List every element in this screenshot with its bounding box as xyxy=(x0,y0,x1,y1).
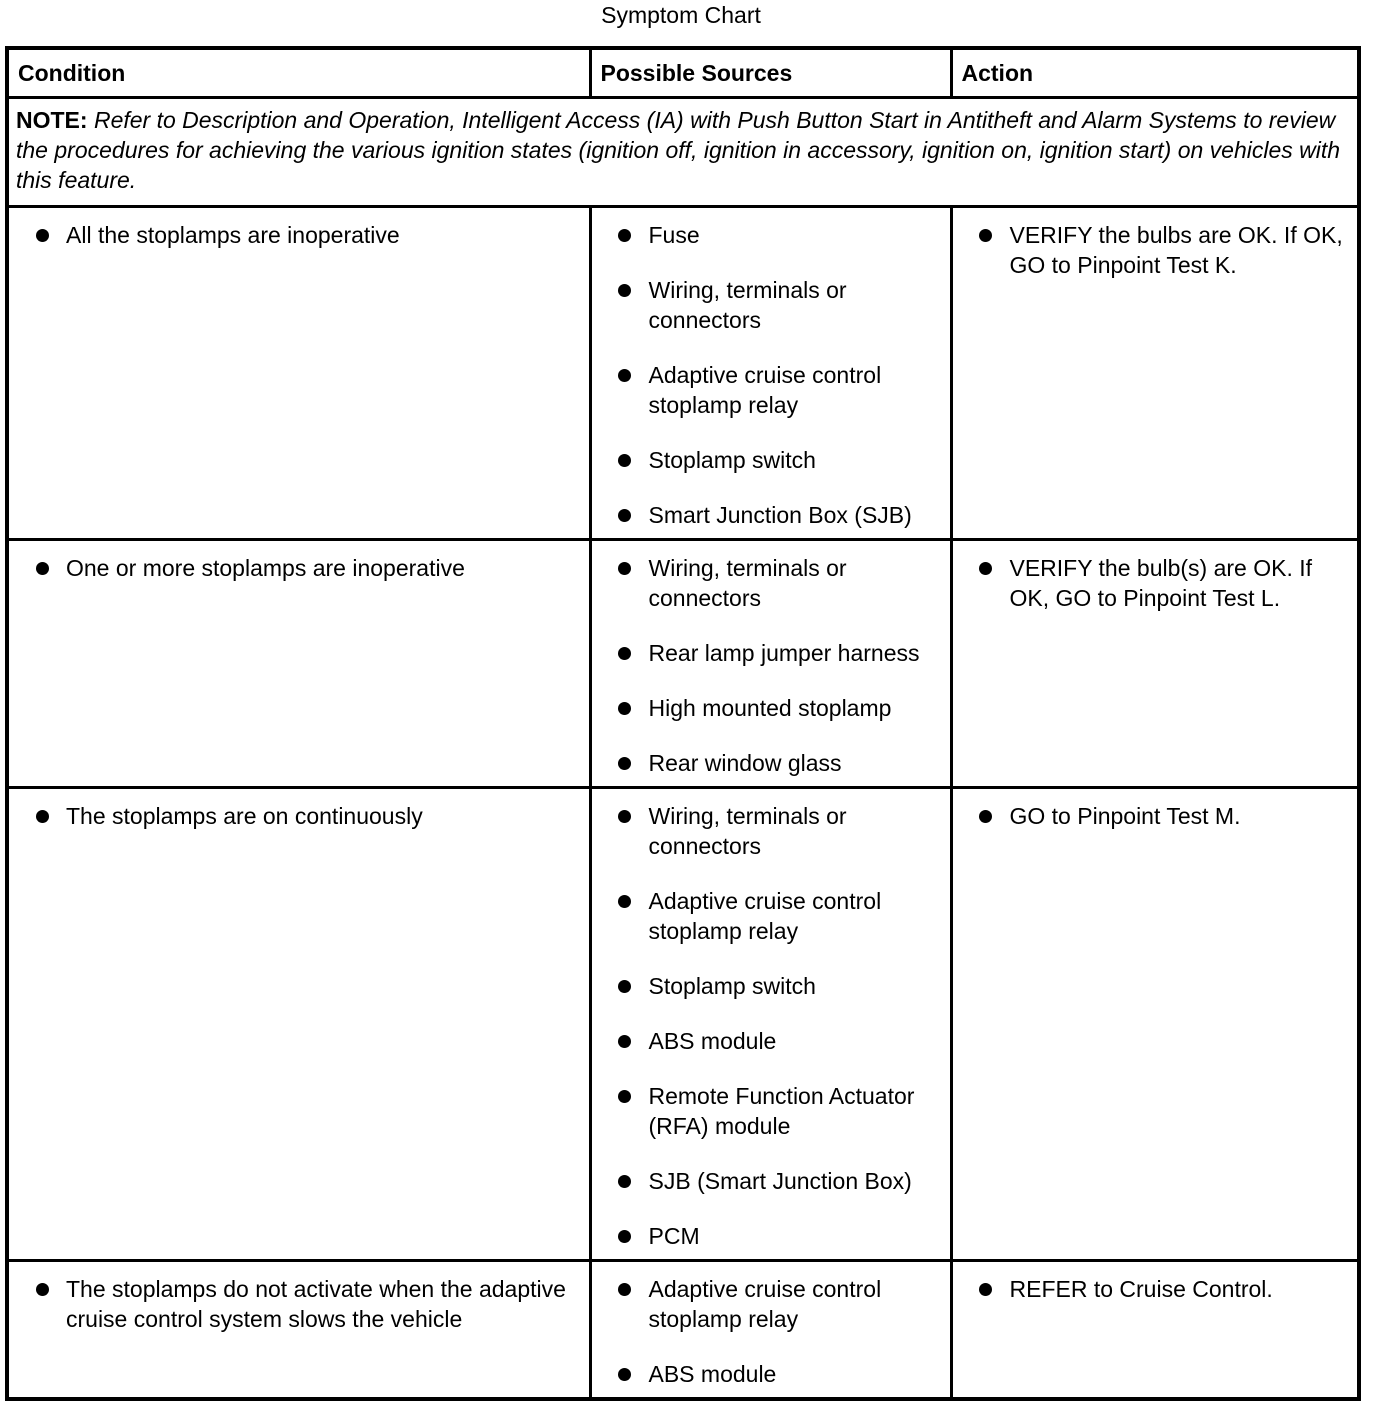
action-cell xyxy=(951,207,1359,540)
list-item-text: Remote Function Actuator (RFA) module xyxy=(648,1083,915,1139)
condition-list xyxy=(9,541,589,591)
bullet-icon xyxy=(979,810,992,823)
bullet-icon xyxy=(36,810,49,823)
bullet-icon xyxy=(618,980,631,993)
condition-cell xyxy=(7,207,590,540)
action-list xyxy=(953,1262,1358,1312)
list-item-text: PCM xyxy=(648,1223,700,1249)
list-item-text: Fuse xyxy=(648,222,700,248)
list-item xyxy=(953,553,1352,613)
list-item-text: Stoplamp switch xyxy=(648,973,816,999)
list-item-text: Smart Junction Box (SJB) xyxy=(648,502,912,528)
bullet-icon xyxy=(618,1035,631,1048)
list-item xyxy=(592,638,944,668)
bullet-icon xyxy=(36,1283,49,1296)
list-item-text: REFER to Cruise Control. xyxy=(1009,1276,1273,1302)
condition-list xyxy=(9,1262,589,1342)
sources-list xyxy=(592,541,950,786)
condition-cell xyxy=(7,540,590,788)
list-item-text: Wiring, terminals or connectors xyxy=(648,277,847,333)
possible-sources-cell xyxy=(590,788,951,1261)
possible-sources-cell xyxy=(590,540,951,788)
list-item xyxy=(592,220,944,250)
bullet-icon xyxy=(618,509,631,522)
list-item xyxy=(592,748,944,778)
bullet-icon xyxy=(36,562,49,575)
list-item xyxy=(592,1081,944,1141)
list-item xyxy=(592,360,944,420)
list-item-text: Wiring, terminals or connectors xyxy=(648,803,847,859)
bullet-icon xyxy=(618,1368,631,1381)
note-row xyxy=(7,98,1359,207)
bullet-icon xyxy=(618,454,631,467)
note-cell xyxy=(7,98,1359,207)
possible-sources-cell xyxy=(590,207,951,540)
bullet-icon xyxy=(979,1283,992,1296)
bullet-icon xyxy=(979,562,992,575)
condition-list xyxy=(9,789,589,839)
list-item xyxy=(953,220,1352,280)
action-list xyxy=(953,541,1358,621)
bullet-icon xyxy=(618,284,631,297)
list-item-text: Stoplamp switch xyxy=(648,447,816,473)
sources-list xyxy=(592,208,950,538)
bullet-icon xyxy=(618,369,631,382)
list-item-text: Adaptive cruise control stoplamp relay xyxy=(648,1276,882,1332)
list-item xyxy=(592,971,944,1001)
sources-list xyxy=(592,1262,950,1397)
list-item-text: The stoplamps do not activate when the adaptive cruise control system slows the vehicle xyxy=(66,1276,566,1332)
list-item xyxy=(592,500,944,530)
condition-cell xyxy=(7,788,590,1261)
bullet-icon xyxy=(618,1090,631,1103)
list-item xyxy=(592,1274,944,1334)
bullet-icon xyxy=(618,757,631,770)
action-cell xyxy=(951,1261,1359,1400)
list-item xyxy=(592,693,944,723)
header-row xyxy=(7,48,1359,98)
list-item-text: Adaptive cruise control stoplamp relay xyxy=(648,362,882,418)
symptom-row xyxy=(7,540,1359,788)
list-item-text: All the stoplamps are inoperative xyxy=(66,222,400,248)
list-item xyxy=(9,1274,583,1334)
list-item xyxy=(592,886,944,946)
symptom-row xyxy=(7,1261,1359,1400)
list-item-text: SJB (Smart Junction Box) xyxy=(648,1168,912,1194)
bullet-icon xyxy=(618,895,631,908)
list-item xyxy=(592,1026,944,1056)
list-item-text: High mounted stoplamp xyxy=(648,695,892,721)
bullet-icon xyxy=(618,647,631,660)
list-item-text: The stoplamps are on continuously xyxy=(66,803,423,829)
condition-list xyxy=(9,208,589,258)
note-text: Refer to Description and Operation, Intelligent Access (IA) with Push Button Start in Antitheft and Alarm Systems to review the procedures for achieving the various ignition states (ignition off, ignition in accessory, ignition on, ignition start) on vehicles with this feature. xyxy=(16,107,1341,193)
list-item xyxy=(592,275,944,335)
list-item xyxy=(592,445,944,475)
list-item xyxy=(9,220,583,250)
bullet-icon xyxy=(979,229,992,242)
list-item-text: One or more stoplamps are inoperative xyxy=(66,555,465,581)
list-item xyxy=(592,801,944,861)
list-item xyxy=(9,801,583,831)
bullet-icon xyxy=(618,810,631,823)
symptom-chart-table xyxy=(5,46,1361,1401)
header-condition: Condition xyxy=(7,48,590,98)
list-item-text: VERIFY the bulb(s) are OK. If OK, GO to Pinpoint Test L. xyxy=(1009,555,1313,611)
list-item xyxy=(953,1274,1352,1304)
symptom-row xyxy=(7,788,1359,1261)
list-item-text: VERIFY the bulbs are OK. If OK, GO to Pinpoint Test K. xyxy=(1009,222,1343,278)
bullet-icon xyxy=(36,229,49,242)
chart-title: Symptom Chart xyxy=(601,2,761,28)
list-item xyxy=(592,553,944,613)
list-item xyxy=(592,1221,944,1251)
list-item-text: Adaptive cruise control stoplamp relay xyxy=(648,888,882,944)
list-item-text: ABS module xyxy=(648,1361,777,1387)
list-item-text: Rear lamp jumper harness xyxy=(648,640,920,666)
note-label: NOTE: xyxy=(16,107,88,133)
action-cell xyxy=(951,540,1359,788)
sources-list xyxy=(592,789,950,1259)
bullet-icon xyxy=(618,1230,631,1243)
list-item-text: ABS module xyxy=(648,1028,777,1054)
symptom-row xyxy=(7,207,1359,540)
action-cell xyxy=(951,788,1359,1261)
list-item-text: Rear window glass xyxy=(648,750,842,776)
header-possible-sources: Possible Sources xyxy=(590,48,951,98)
bullet-icon xyxy=(618,1175,631,1188)
list-item xyxy=(9,553,583,583)
list-item xyxy=(592,1359,944,1389)
header-action: Action xyxy=(951,48,1359,98)
list-item xyxy=(953,801,1352,831)
bullet-icon xyxy=(618,1283,631,1296)
list-item-text: GO to Pinpoint Test M. xyxy=(1009,803,1241,829)
possible-sources-cell xyxy=(590,1261,951,1400)
bullet-icon xyxy=(618,702,631,715)
condition-cell xyxy=(7,1261,590,1400)
bullet-icon xyxy=(618,229,631,242)
bullet-icon xyxy=(618,562,631,575)
list-item-text: Wiring, terminals or connectors xyxy=(648,555,847,611)
list-item xyxy=(592,1166,944,1196)
action-list xyxy=(953,789,1358,839)
action-list xyxy=(953,208,1358,288)
